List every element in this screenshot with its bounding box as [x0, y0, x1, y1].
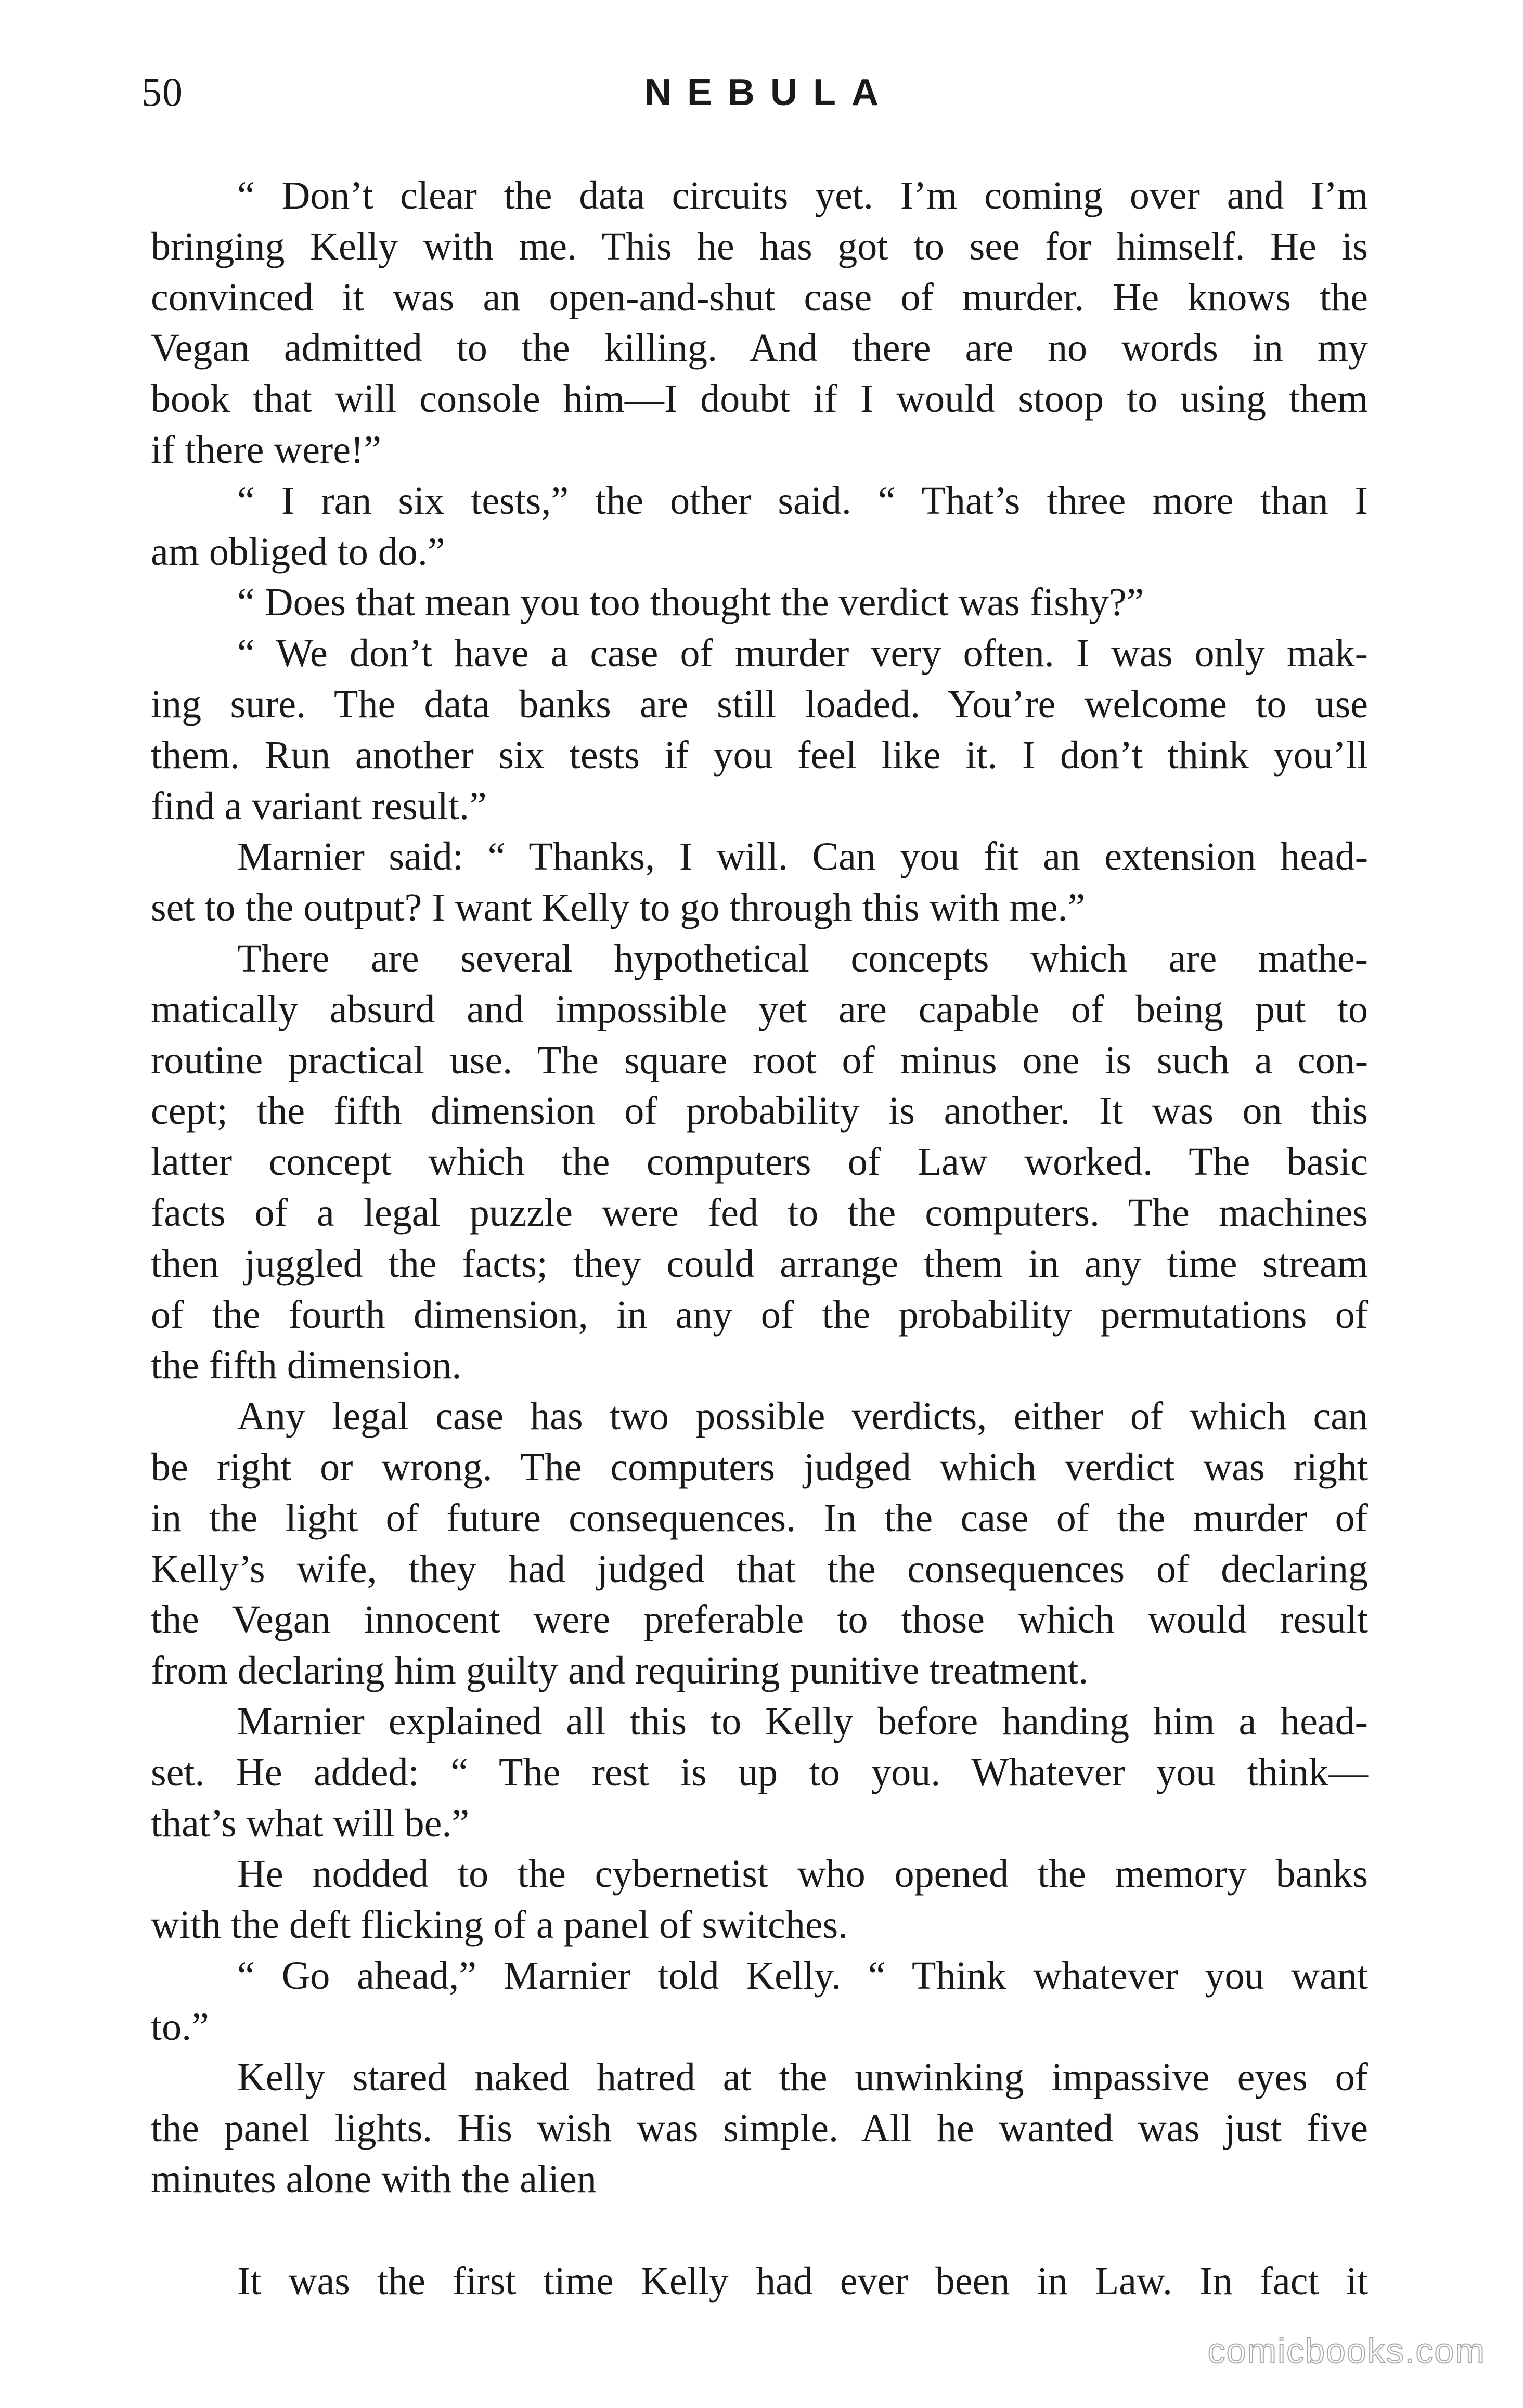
text-line: facts of a legal puzzle were fed to the computers. The machines — [151, 1190, 1368, 1235]
text-line: “ I ran six tests,” the other said. “ That’s three more than I — [237, 478, 1368, 523]
text-line: routine practical use. The square root of minus one is such a con- — [151, 1038, 1368, 1082]
paragraph — [151, 1391, 1368, 1697]
text-line: the Vegan innocent were preferable to those which would result — [151, 1598, 1368, 1642]
text-line: then juggled the facts; they could arrange them in any time stream — [151, 1241, 1368, 1286]
text-line: am obliged to do.” — [151, 529, 445, 574]
text-line: Marnier said: “ Thanks, I will. Can you fit an extension head- — [237, 835, 1368, 879]
text-line: Vegan admitted to the killing. And there are no words in my — [151, 326, 1368, 370]
watermark: comicbooks.com — [1207, 2331, 1486, 2371]
paragraph — [151, 832, 1368, 934]
text-line: “ We don’t have a case of murder very often. I was only mak- — [237, 631, 1368, 676]
paragraph — [151, 2052, 1368, 2205]
paragraph — [151, 934, 1368, 1391]
paragraph — [151, 628, 1368, 832]
text-line: Any legal case has two possible verdicts, either of which can — [237, 1394, 1368, 1439]
text-line: ing sure. The data banks are still loaded. You’re welcome to use — [151, 682, 1368, 726]
text-line: of the fourth dimension, in any of the probability permutations of — [151, 1292, 1368, 1337]
text-line: set. He added: “ The rest is up to you. Whatever you think— — [151, 1750, 1368, 1794]
text-line: latter concept which the computers of Law worked. The basic — [151, 1140, 1368, 1184]
text-line: the fifth dimension. — [151, 1343, 462, 1388]
text-line: if there were!” — [151, 428, 382, 472]
text-line: Marnier explained all this to Kelly before handing him a head- — [237, 1699, 1368, 1743]
text-line: “ Don’t clear the data circuits yet. I’m coming over and I’m — [237, 174, 1368, 217]
text-line: book that will console him—I doubt if I would stoop to using them — [151, 377, 1368, 421]
paragraph — [151, 476, 1368, 578]
text-line: minutes alone with the alien — [151, 2157, 597, 2202]
text-line: matically absurd and impossible yet are capable of being put to — [151, 987, 1368, 1031]
text-line: find a variant result.” — [151, 784, 487, 828]
section-break — [151, 2205, 1368, 2256]
text-line: bringing Kelly with me. This he has got to see for himself. He is — [151, 224, 1368, 268]
text-line: the panel lights. His wish was simple. All he wanted was just five — [151, 2106, 1368, 2151]
page-number: 50 — [141, 69, 183, 114]
text-line: them. Run another six tests if you feel like it. I don’t think you’ll — [151, 733, 1368, 777]
paragraph — [151, 171, 1368, 476]
text-line: that’s what will be.” — [151, 1801, 470, 1845]
text-line: cept; the fifth dimension of probability is another. It was on this — [151, 1089, 1368, 1133]
text-line: be right or wrong. The computers judged which verdict was right — [151, 1445, 1368, 1489]
text-line: He nodded to the cybernetist who opened the memory banks — [237, 1852, 1368, 1896]
text-line: There are several hypothetical concepts which are mathe- — [237, 936, 1368, 980]
text-line: “ Does that mean you too thought the verdict was fishy?” — [237, 580, 1144, 625]
paragraph — [151, 2256, 1368, 2307]
running-head: NEBULA — [644, 72, 894, 113]
text-line: convinced it was an open-and-shut case of murder. He knows the — [151, 275, 1368, 319]
body-text — [151, 171, 1368, 2307]
text-line: Kelly stared naked hatred at the unwinking impassive eyes of — [237, 2055, 1368, 2100]
paragraph — [151, 1951, 1368, 2053]
text-line: with the deft flicking of a panel of switches. — [151, 1903, 848, 1947]
text-line: It was the first time Kelly had ever been in Law. In fact it — [237, 2259, 1368, 2303]
paragraph — [151, 1849, 1368, 1951]
text-line: to.” — [151, 2004, 209, 2049]
paragraph — [151, 1697, 1368, 1849]
text-line: “ Go ahead,” Marnier told Kelly. “ Think whatever you want — [237, 1953, 1368, 1998]
text-line: set to the output? I want Kelly to go through this with me.” — [151, 886, 1086, 930]
text-line: from declaring him guilty and requiring punitive treatment. — [151, 1649, 1089, 1693]
paragraph — [151, 577, 1368, 628]
text-line: Kelly’s wife, they had judged that the consequences of declaring — [151, 1547, 1368, 1591]
text-line: in the light of future consequences. In the case of the murder of — [151, 1496, 1368, 1540]
